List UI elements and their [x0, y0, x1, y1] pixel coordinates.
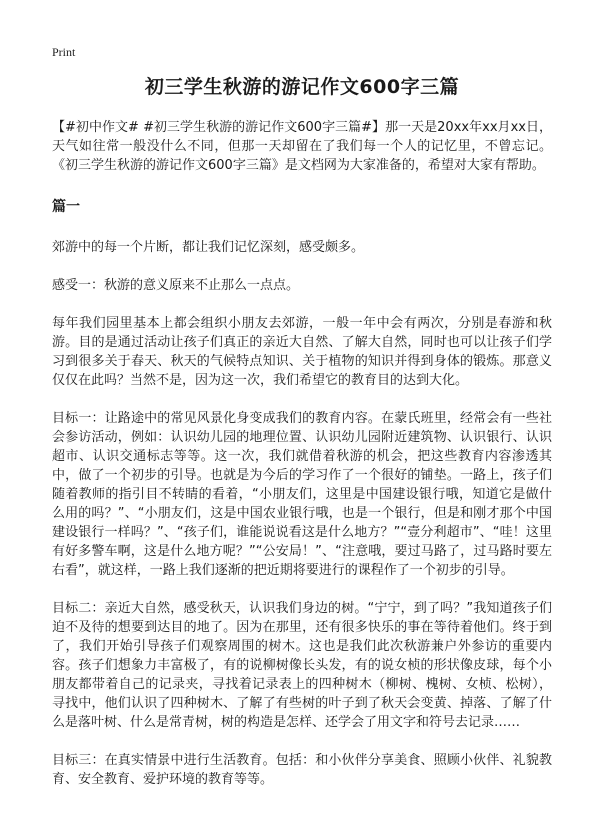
paragraph-summary: 郊游中的每一个片断，都让我们记忆深刻，感受颇多。 [52, 240, 365, 255]
paragraph-goal-three: 目标三：在真实情景中进行生活教育。包括：和小伙伴分享美食、照顾小伙伴、礼貌教育、安全教育、爱护环境的教育等等。 [52, 753, 552, 787]
paragraph-purpose: 每年我们园里基本上都会组织小朋友去郊游，一般一年中会有两次，分别是春游和秋游。目的是通过活动让孩子们真正的亲近大自然、了解大自然，同时也可以让孩子们学习到很多关于春天、秋天的气候特点知识、关于植物的知识并得到身体的锻炼。那意义仅仅在此吗？当然不是，因为这一次，我们希望它的教育目的达到大化。 [52, 316, 552, 388]
paragraph-goal-one: 目标一：让路途中的常见风景化身变成我们的教育内容。在蒙氏班里，经常会有一些社会参访活动，例如：认识幼儿园的地理位置、认识幼儿园附近建筑物、认识银行、认识超市、认识交通标志等等。这一次，我们就借着秋游的机会，把这些教育内容渗透其中，做了一个初步的引导。也就是为今后的学习作了一个很好的铺垫。一路上，孩子们随着教师的指引目不转睛的看着，“小朋友们，这里是中国建设银行哦，知道它是做什么用的吗？”、“小朋友们，这是中国农业银行哦，也是一个银行，但是和刚才那个中国建设银行一样吗？”、“孩子们，谁能说说看这是什么地方？”“壹分利超市”、“哇！这里有好多警车啊，这是什么地方呢？”“公安局！”、“注意哦，要过马路了，过马路时要左右看”，就这样，一路上我们逐渐的把近期将要进行的课程作了一个初步的引导。 [52, 411, 552, 578]
page-title: 初三学生秋游的游记作文600字三篇 [144, 76, 460, 98]
section-heading: 篇一 [52, 199, 80, 215]
paragraph-feeling-one: 感受一：秋游的意义原来不止那么一点点。 [52, 278, 300, 293]
document-page [52, 44, 552, 808]
intro-paragraph: 【#初中作文# #初三学生秋游的游记作文600字三篇#】那一天是20xx年xx月xx日，天气如往常一般没什么不同，但那一天却留在了我们每一个人的记忆里，不曾忘记。《初三学生秋游的游记作文600字三篇》是文档网为大家准备的，希望对大家有帮助。 [52, 120, 552, 173]
print-link[interactable]: Print [52, 45, 76, 59]
paragraph-goal-two: 目标二：亲近大自然，感受秋天，认识我们身边的树。“宁宁，到了吗？”我知道孩子们迫不及待的想要到达目的地了。因为在那里，还有很多快乐的事在等待着他们。终于到了，我们开始引导孩子们观察周围的树木。这也是我们此次秋游兼户外参访的重要内容。孩子们想象力丰富极了，有的说柳树像长头发，有的说女桢的形状像皮球，每个小朋友都带着自己的记录夹，寻找着记录表上的四种树木（柳树、槐树、女桢、松树），寻找中，他们认识了四种树木、了解了有些树的叶子到了秋天会变黄、掉落、了解了什么是落叶树、什么是常青树，树的构造是怎样、还学会了用文字和符号去记录…… [52, 601, 552, 730]
